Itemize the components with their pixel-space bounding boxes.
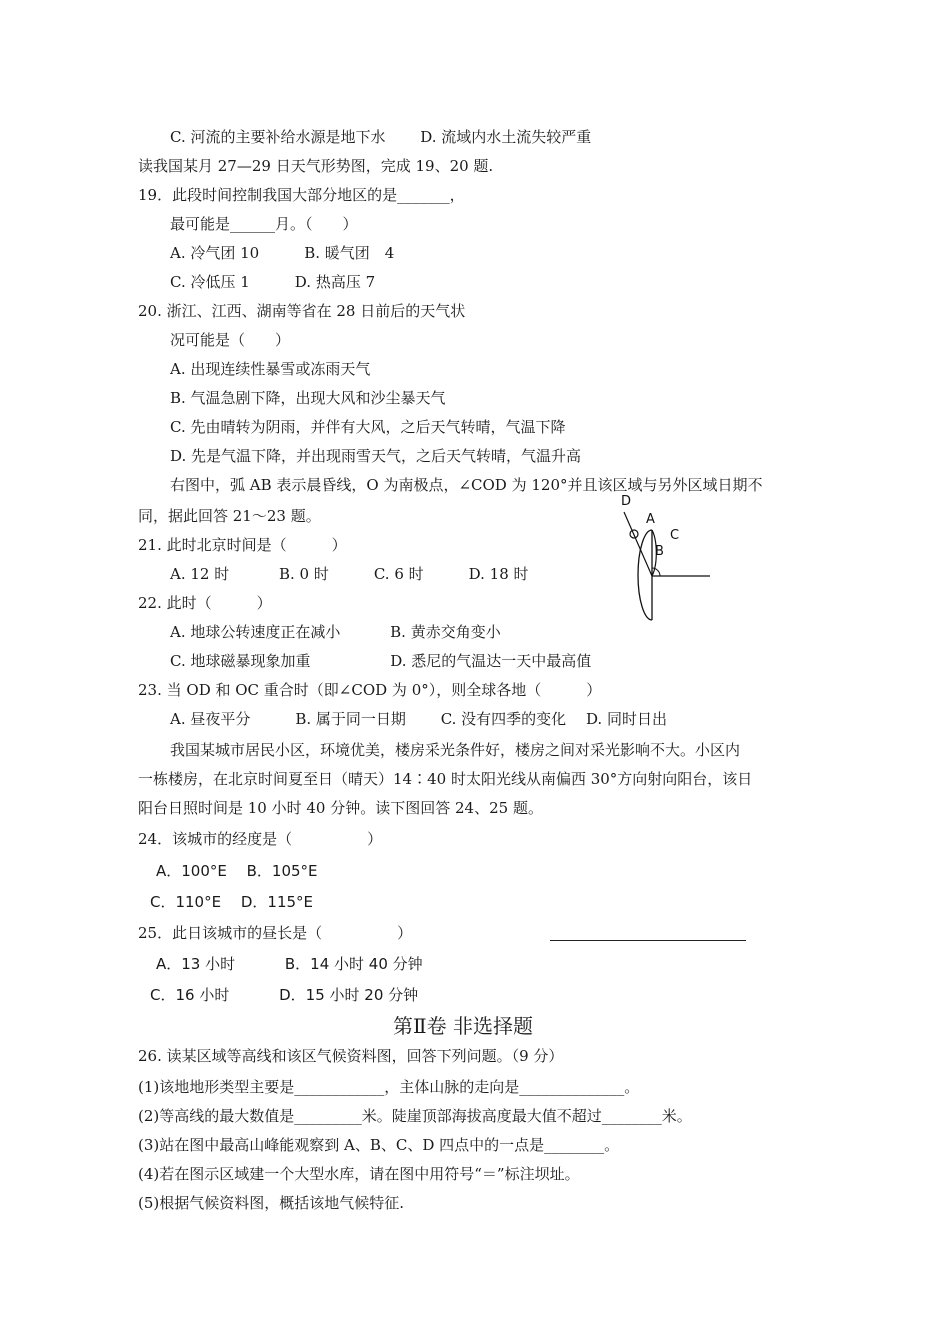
q26-part-1: (1)该地地形类型主要是____________，主体山脉的走向是______________。 bbox=[138, 1078, 640, 1096]
passage-24-25: 我国某城市居民小区，环境优美，楼房采光条件好，楼房之间对采光影响不大。小区内 bbox=[170, 741, 741, 759]
question-19: 19．此段时间控制我国大部分地区的是_______， bbox=[138, 186, 465, 204]
question-22: 22. 此时（ ） bbox=[138, 594, 272, 612]
q19-options-cd: C. 冷低压 1 D. 热高压 7 bbox=[170, 273, 376, 291]
question-20-cont: 况可能是（ ） bbox=[170, 331, 291, 349]
q26-part-2: (2)等高线的最大数值是_________米。陡崖顶部海拔高度最大值不超过________米。 bbox=[138, 1107, 692, 1125]
q22-options-cd: C. 地球磁暴现象加重 D. 悉尼的气温达一天中最高值 bbox=[170, 652, 592, 670]
option-line: C. 河流的主要补给水源是地下水 D. 流域内水土流失较严重 bbox=[170, 128, 592, 146]
q26-part-4: (4)若在图示区域建一个大型水库，请在图中用符号“＝”标注坝址。 bbox=[138, 1165, 580, 1183]
q24-options-ab: A．100°E B．105°E bbox=[156, 862, 318, 880]
q22-options-ab: A. 地球公转速度正在减小 B. 黄赤交角变小 bbox=[170, 623, 501, 641]
label-d: D bbox=[621, 494, 632, 509]
q26-part-3: (3)站在图中最高山峰能观察到 A、B、C、D 四点中的一点是________。 bbox=[138, 1136, 620, 1154]
q20-option-c: C. 先由晴转为阴雨，并伴有大风，之后天气转晴，气温下降 bbox=[170, 418, 566, 436]
passage-21-23: 右图中，弧 AB 表示晨昏线，O 为南极点，∠COD 为 120°并且该区域与另外区域日期不 bbox=[170, 476, 763, 494]
label-c: C bbox=[670, 528, 680, 543]
label-b: B bbox=[655, 544, 664, 559]
reading-instruction: 读我国某月 27—29 日天气形势图，完成 19、20 题. bbox=[138, 157, 494, 175]
q26-part-5: (5)根据气候资料图，概括该地气候特征. bbox=[138, 1194, 405, 1212]
question-19-cont: 最可能是______月。（ ） bbox=[170, 215, 358, 233]
q20-option-a: A. 出现连续性暴雪或冻雨天气 bbox=[170, 360, 371, 378]
q19-options-ab: A. 冷气团 10 B. 暖气团 4 bbox=[170, 244, 395, 262]
q25-options-cd: C．16 小时 D．15 小时 20 分钟 bbox=[150, 986, 419, 1004]
label-a: A bbox=[646, 512, 655, 527]
q20-option-d: D. 先是气温下降，并出现雨雪天气，之后天气转晴，气温升高 bbox=[170, 447, 582, 465]
question-21: 21. 此时北京时间是（ ） bbox=[138, 536, 347, 554]
section-title: 第Ⅱ卷 非选择题 bbox=[393, 1014, 533, 1038]
q23-options: A. 昼夜平分 B. 属于同一日期 C. 没有四季的变化 D. 同时日出 bbox=[170, 710, 667, 728]
question-24: 24．该城市的经度是（ ） bbox=[138, 830, 383, 848]
terminator-arc-outer bbox=[638, 530, 652, 620]
q20-option-b: B. 气温急剧下降，出现大风和沙尘暴天气 bbox=[170, 389, 446, 407]
q21-options: A. 12 时 B. 0 时 C. 6 时 D. 18 时 bbox=[170, 565, 529, 583]
question-20: 20. 浙江、江西、湖南等省在 28 日前后的天气状 bbox=[138, 302, 466, 320]
question-26: 26. 读某区域等高线和该区气候资料图，回答下列问题。（9 分） bbox=[138, 1047, 564, 1065]
q24-options-cd: C．110°E D．115°E bbox=[150, 893, 314, 911]
q25-options-ab: A．13 小时 B．14 小时 40 分钟 bbox=[156, 955, 423, 973]
passage-24-25-line2: 一栋楼房，在北京时间夏至日（晴天）14∶40 时太阳光线从南偏西 30°方向射向阳台，该日 bbox=[138, 770, 753, 788]
passage-21-23-cont: 同，据此回答 21～23 题。 bbox=[138, 507, 321, 525]
terminator-diagram bbox=[612, 490, 722, 635]
passage-24-25-line3: 阳台日照时间是 10 小时 40 分钟。读下图回答 24、25 题。 bbox=[138, 799, 543, 817]
answer-line bbox=[550, 940, 746, 941]
question-25: 25．此日该城市的昼长是（ ） bbox=[138, 924, 413, 942]
question-23: 23. 当 OD 和 OC 重合时（即∠COD 为 0°），则全球各地（ ） bbox=[138, 681, 602, 699]
